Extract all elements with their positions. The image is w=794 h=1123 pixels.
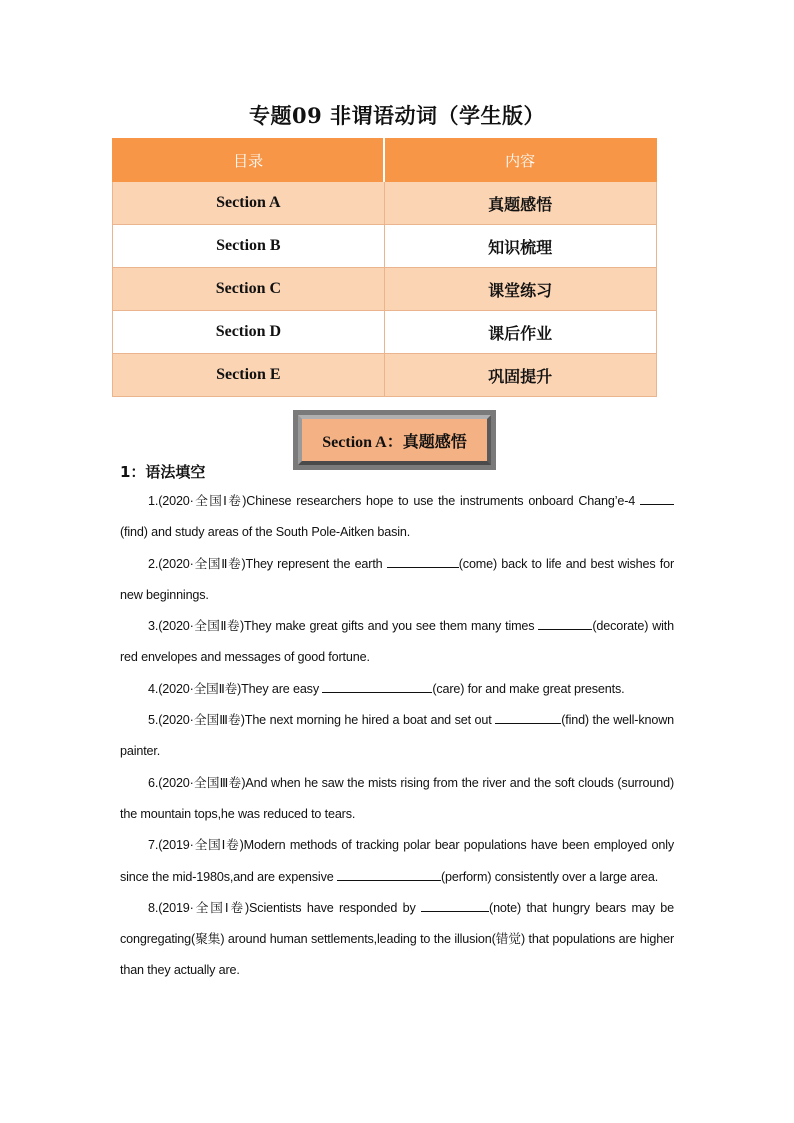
question-text: 2.(2020·全国Ⅱ卷)They represent the earth bbox=[148, 556, 387, 571]
table-row bbox=[113, 225, 657, 268]
question-text: 6.(2020·全国Ⅲ卷)And when he saw the mists rising from the river and the soft clouds (surround) the mountain tops,he was reduced to tears. bbox=[120, 775, 674, 821]
question-item bbox=[120, 893, 674, 987]
question-item bbox=[120, 830, 674, 893]
section-label: Section B bbox=[113, 225, 385, 268]
question-list bbox=[120, 486, 674, 987]
section-label: Section D bbox=[113, 311, 385, 354]
table-row bbox=[113, 268, 657, 311]
section-content: 课堂练习 bbox=[384, 268, 656, 311]
question-item bbox=[120, 611, 674, 674]
answer-blank[interactable] bbox=[538, 617, 592, 630]
table-row bbox=[113, 354, 657, 397]
section-label: Section C bbox=[113, 268, 385, 311]
question-item bbox=[120, 549, 674, 612]
question-text: 5.(2020·全国Ⅲ卷)The next morning he hired a boat and set out bbox=[148, 713, 496, 728]
section-content: 巩固提升 bbox=[384, 354, 656, 397]
section-content: 真题感悟 bbox=[384, 182, 656, 225]
question-text: 8.(2019·全国Ⅰ卷)Scientists have responded by bbox=[148, 900, 422, 915]
answer-blank[interactable] bbox=[337, 868, 441, 881]
question-text: 1.(2020·全国Ⅰ卷)Chinese researchers hope to use the instruments onboard Chang’e-4 bbox=[148, 494, 640, 508]
section-label: Section E bbox=[113, 354, 385, 397]
table-header-row bbox=[113, 139, 657, 182]
question-item bbox=[120, 768, 674, 831]
page-title: 专题09 非谓语动词（学生版） bbox=[248, 103, 546, 128]
question-text: 7.(2019·全国Ⅰ卷)Modern methods of tracking polar bear populations have been employed only since the mid-1980s,and are expensive bbox=[120, 838, 674, 884]
answer-blank[interactable] bbox=[387, 555, 459, 568]
answer-blank[interactable] bbox=[495, 711, 561, 724]
section-content: 课后作业 bbox=[384, 311, 656, 354]
question-text-end: (decorate) with red envelopes and messages of good fortune. bbox=[120, 619, 674, 665]
question-item bbox=[120, 486, 674, 549]
answer-blank[interactable] bbox=[421, 899, 489, 912]
question-text-end: (note) that hungry bears may be congregating(聚集) around human settlements,leading to the illusion(错觉) that populations are higher than they actually are. bbox=[120, 900, 674, 978]
header-content: 内容 bbox=[384, 139, 656, 182]
section-content: 知识梳理 bbox=[384, 225, 656, 268]
section-a-banner-label: Section A：真题感悟 bbox=[298, 415, 491, 465]
table-row bbox=[113, 311, 657, 354]
section-a-banner bbox=[293, 410, 496, 470]
question-text-end: (find) and study areas of the South Pole-Aitken basin. bbox=[120, 525, 411, 540]
contents-table bbox=[112, 138, 657, 397]
question-text-end: (care) for and make great presents. bbox=[432, 681, 625, 696]
question-item bbox=[120, 705, 674, 768]
section-label: Section A bbox=[113, 182, 385, 225]
question-text: 4.(2020·全国Ⅱ卷)They are easy bbox=[148, 681, 323, 696]
question-text-end: (perform) consistently over a large area. bbox=[440, 869, 659, 884]
answer-blank[interactable] bbox=[322, 680, 432, 693]
exercise-heading: 1：语法填空 bbox=[120, 463, 206, 481]
table-row bbox=[113, 182, 657, 225]
header-catalog: 目录 bbox=[113, 139, 385, 182]
question-item bbox=[120, 674, 674, 705]
answer-blank[interactable] bbox=[640, 492, 674, 505]
question-text-end: (find) the well-known painter. bbox=[120, 713, 674, 759]
question-text-end: (come) back to life and best wishes for new beginnings. bbox=[120, 556, 674, 602]
question-text: 3.(2020·全国Ⅱ卷)They make great gifts and you see them many times bbox=[148, 619, 539, 634]
